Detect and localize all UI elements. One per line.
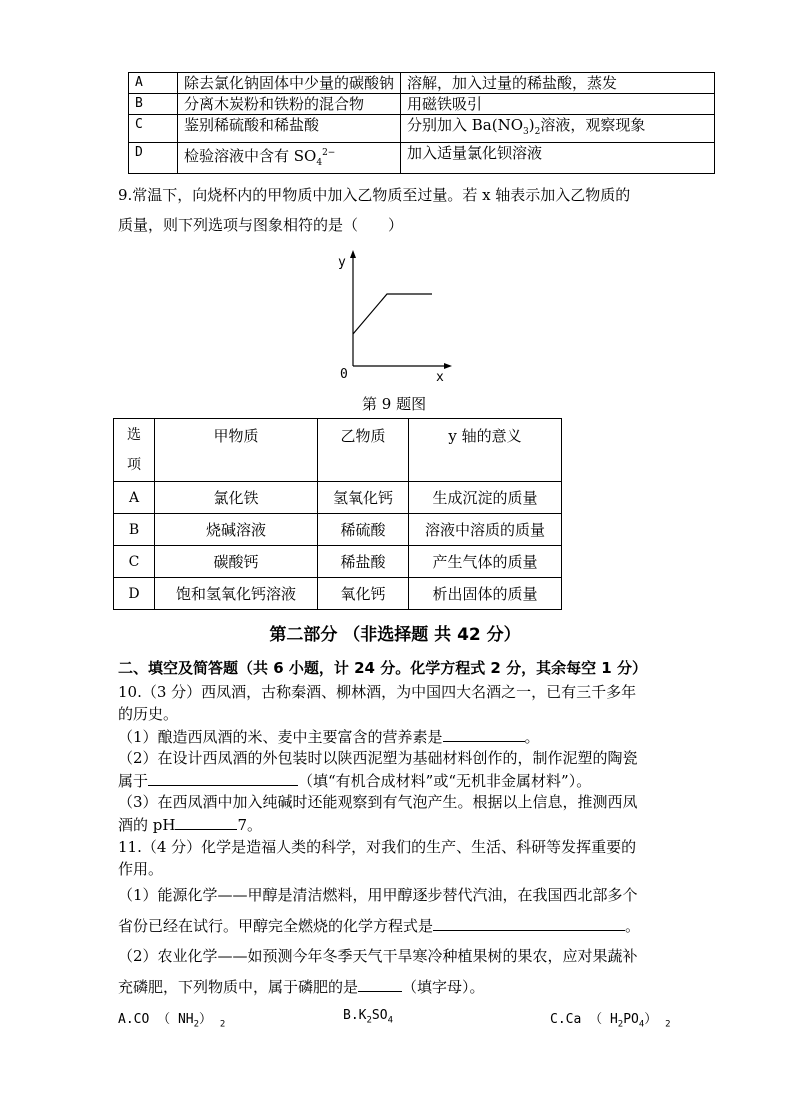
substance-a-cell: 氯化铁 (155, 482, 318, 514)
q11-sub1-end: 。 (625, 917, 641, 935)
q10-sub2-cont (118, 769, 591, 792)
header-substance-a: 甲物质 (155, 419, 318, 482)
superscript: 2− (322, 148, 336, 158)
substance-a-cell: 烧碱溶液 (155, 514, 318, 546)
purpose-text: 检验溶液中含有 SO (184, 147, 317, 165)
subscript: 2 (193, 1019, 200, 1030)
experiment-table (128, 72, 715, 174)
option-c-text: C.Ca （ H (550, 1012, 618, 1027)
option-c (550, 1008, 671, 1030)
header-option: 选 项 (114, 419, 155, 482)
option-cell: C (114, 546, 155, 578)
substance-b-cell: 稀硫酸 (318, 514, 409, 546)
table-row (114, 514, 562, 546)
table-row (114, 546, 562, 578)
option-cell: B (114, 514, 155, 546)
subscript: 2 (617, 1019, 624, 1030)
subscript: 2 (366, 1015, 372, 1026)
y-meaning-cell: 析出固体的质量 (409, 578, 562, 610)
q10-sub2-text: 属于 (118, 772, 149, 790)
q10-line2: 的历史。 (118, 705, 179, 723)
option-cell: A (114, 482, 155, 514)
q9-line2: 质量，则下列选项与图象相符的是（ ） (118, 216, 404, 234)
option-a (118, 1008, 225, 1030)
subscript: 4 (387, 1015, 393, 1026)
q10-sub2: （2）在设计西凤酒的外包装时以陕西泥塑为基础材料创作的，制作泥塑的陶瓷 (118, 749, 638, 767)
table-row (129, 73, 715, 94)
options-table (113, 418, 562, 610)
purpose-cell (178, 143, 401, 174)
q11-line1: 11.（4 分）化学是造福人类的科学，对我们的生产、生活、科研等发挥重要的 (118, 838, 637, 856)
option-cell: B (129, 94, 178, 115)
option-cell: C (129, 115, 178, 143)
subscript: 3 (523, 127, 529, 137)
substance-b-cell: 氢氧化钙 (318, 482, 409, 514)
y-axis-arrow (350, 250, 356, 258)
y-meaning-cell: 产生气体的质量 (409, 546, 562, 578)
purpose-cell: 分离木炭粉和铁粉的混合物 (178, 94, 401, 115)
subscript: 2 (665, 1019, 671, 1030)
q10-sub2-end: （填“有机合成材料”或“无机非金属材料”）。 (298, 772, 592, 790)
answer-blank[interactable] (358, 975, 402, 992)
q10-sub1 (118, 725, 540, 748)
graph-curve (353, 294, 432, 334)
subscript: 4 (638, 1019, 645, 1030)
answer-blank[interactable] (443, 725, 525, 742)
answer-blank[interactable] (433, 914, 625, 931)
q11-sub1: （1）能源化学——甲醇是清洁燃料，用甲醇逐步替代汽油，在我国西北部多个 (118, 886, 638, 904)
option-b-text: B.K (343, 1008, 367, 1023)
answer-blank[interactable] (175, 813, 237, 830)
q11-line2: 作用。 (118, 860, 164, 878)
purpose-cell: 鉴别稀硫酸和稀盐酸 (178, 115, 401, 143)
q11-sub1-text: 省份已经在试行。甲醇完全燃烧的化学方程式是 (118, 917, 434, 935)
section2-title: 二、填空及简答题（共 6 小题，计 24 分。化学方程式 2 分，其余每空 1 分） (118, 659, 647, 677)
option-b-text: SO (371, 1008, 388, 1023)
header-y-meaning: y 轴的意义 (409, 419, 562, 482)
purpose-cell: 除去氯化钠固体中少量的碳酸钠 (178, 73, 401, 94)
q9-graph (330, 246, 460, 386)
subscript: 4 (316, 158, 323, 168)
subscript: 2 (534, 127, 541, 137)
q10-sub3-cont (118, 813, 262, 836)
option-cell: D (129, 143, 178, 174)
q11-sub2-text: 充磷肥，下列物质中，属于磷肥的是 (118, 978, 359, 996)
q10-sub3-end: 7。 (237, 816, 262, 834)
answer-blank[interactable] (148, 769, 298, 786)
method-cell: 分别加入 $Ba(NO_3)_2$溶液，观察现象 (401, 115, 715, 143)
option-cell: D (114, 578, 155, 610)
table-row (129, 115, 715, 143)
option-cell: A (129, 73, 178, 94)
header-substance-b: 乙物质 (318, 419, 409, 482)
method-cell: 溶解，加入过量的稀盐酸，蒸发 (401, 73, 715, 94)
part2-title: 第二部分 （非选择题 共 42 分） (269, 625, 521, 645)
origin-label: 0 (340, 367, 348, 382)
subscript: 2 (219, 1019, 226, 1030)
table-header-row (114, 419, 562, 482)
table-row (129, 94, 715, 115)
q11-sub2-cont (118, 975, 485, 998)
table-row (114, 482, 562, 514)
x-label: x (436, 370, 444, 385)
option-b (343, 1008, 393, 1026)
method-text: 分别加入 Ba(NO (407, 116, 524, 134)
q9-line1: 9.常温下，向烧杯内的甲物质中加入乙物质至过量。若 x 轴表示加入乙物质的 (118, 186, 631, 204)
q11-sub1-cont (118, 914, 640, 937)
q10-sub3: （3）在西凤酒中加入纯碱时还能观察到有气泡产生。根据以上信息，推测西凤 (118, 793, 638, 811)
q11-sub2-end: （填字母）。 (402, 978, 485, 996)
option-a-text: ） (199, 1012, 220, 1027)
option-c-text: ） (644, 1012, 666, 1027)
table-row (129, 143, 715, 174)
substance-a-cell: 碳酸钙 (155, 546, 318, 578)
q10-sub1-text: （1）酿造西凤酒的米、麦中主要富含的营养素是 (118, 728, 443, 746)
method-text: 溶液，观察现象 (540, 116, 646, 134)
substance-b-cell: 稀盐酸 (318, 546, 409, 578)
figure-caption: 第 9 题图 (362, 395, 427, 413)
q10-line1: 10.（3 分）西凤酒，古称秦酒、柳林酒，为中国四大名酒之一，已有三千多年 (118, 683, 637, 701)
method-cell: 用磁铁吸引 (401, 94, 715, 115)
y-meaning-cell: 生成沉淀的质量 (409, 482, 562, 514)
method-cell: 加入适量氯化钡溶液 (401, 143, 715, 174)
y-label: y (338, 255, 346, 270)
option-c-text: PO (623, 1012, 639, 1027)
substance-a-cell: 饱和氢氧化钙溶液 (155, 578, 318, 610)
q10-sub1-end: 。 (524, 728, 540, 746)
substance-b-cell: 氧化钙 (318, 578, 409, 610)
option-a-text: A.CO （ NH (118, 1012, 194, 1027)
table-row (114, 578, 562, 610)
q11-sub2: （2）农业化学——如预测今年冬季天气干旱寒冷种植果树的果农，应对果蔬补 (118, 947, 638, 965)
y-meaning-cell: 溶液中溶质的质量 (409, 514, 562, 546)
x-axis-arrow (444, 363, 452, 369)
q10-sub3-text: 酒的 pH (118, 816, 176, 834)
